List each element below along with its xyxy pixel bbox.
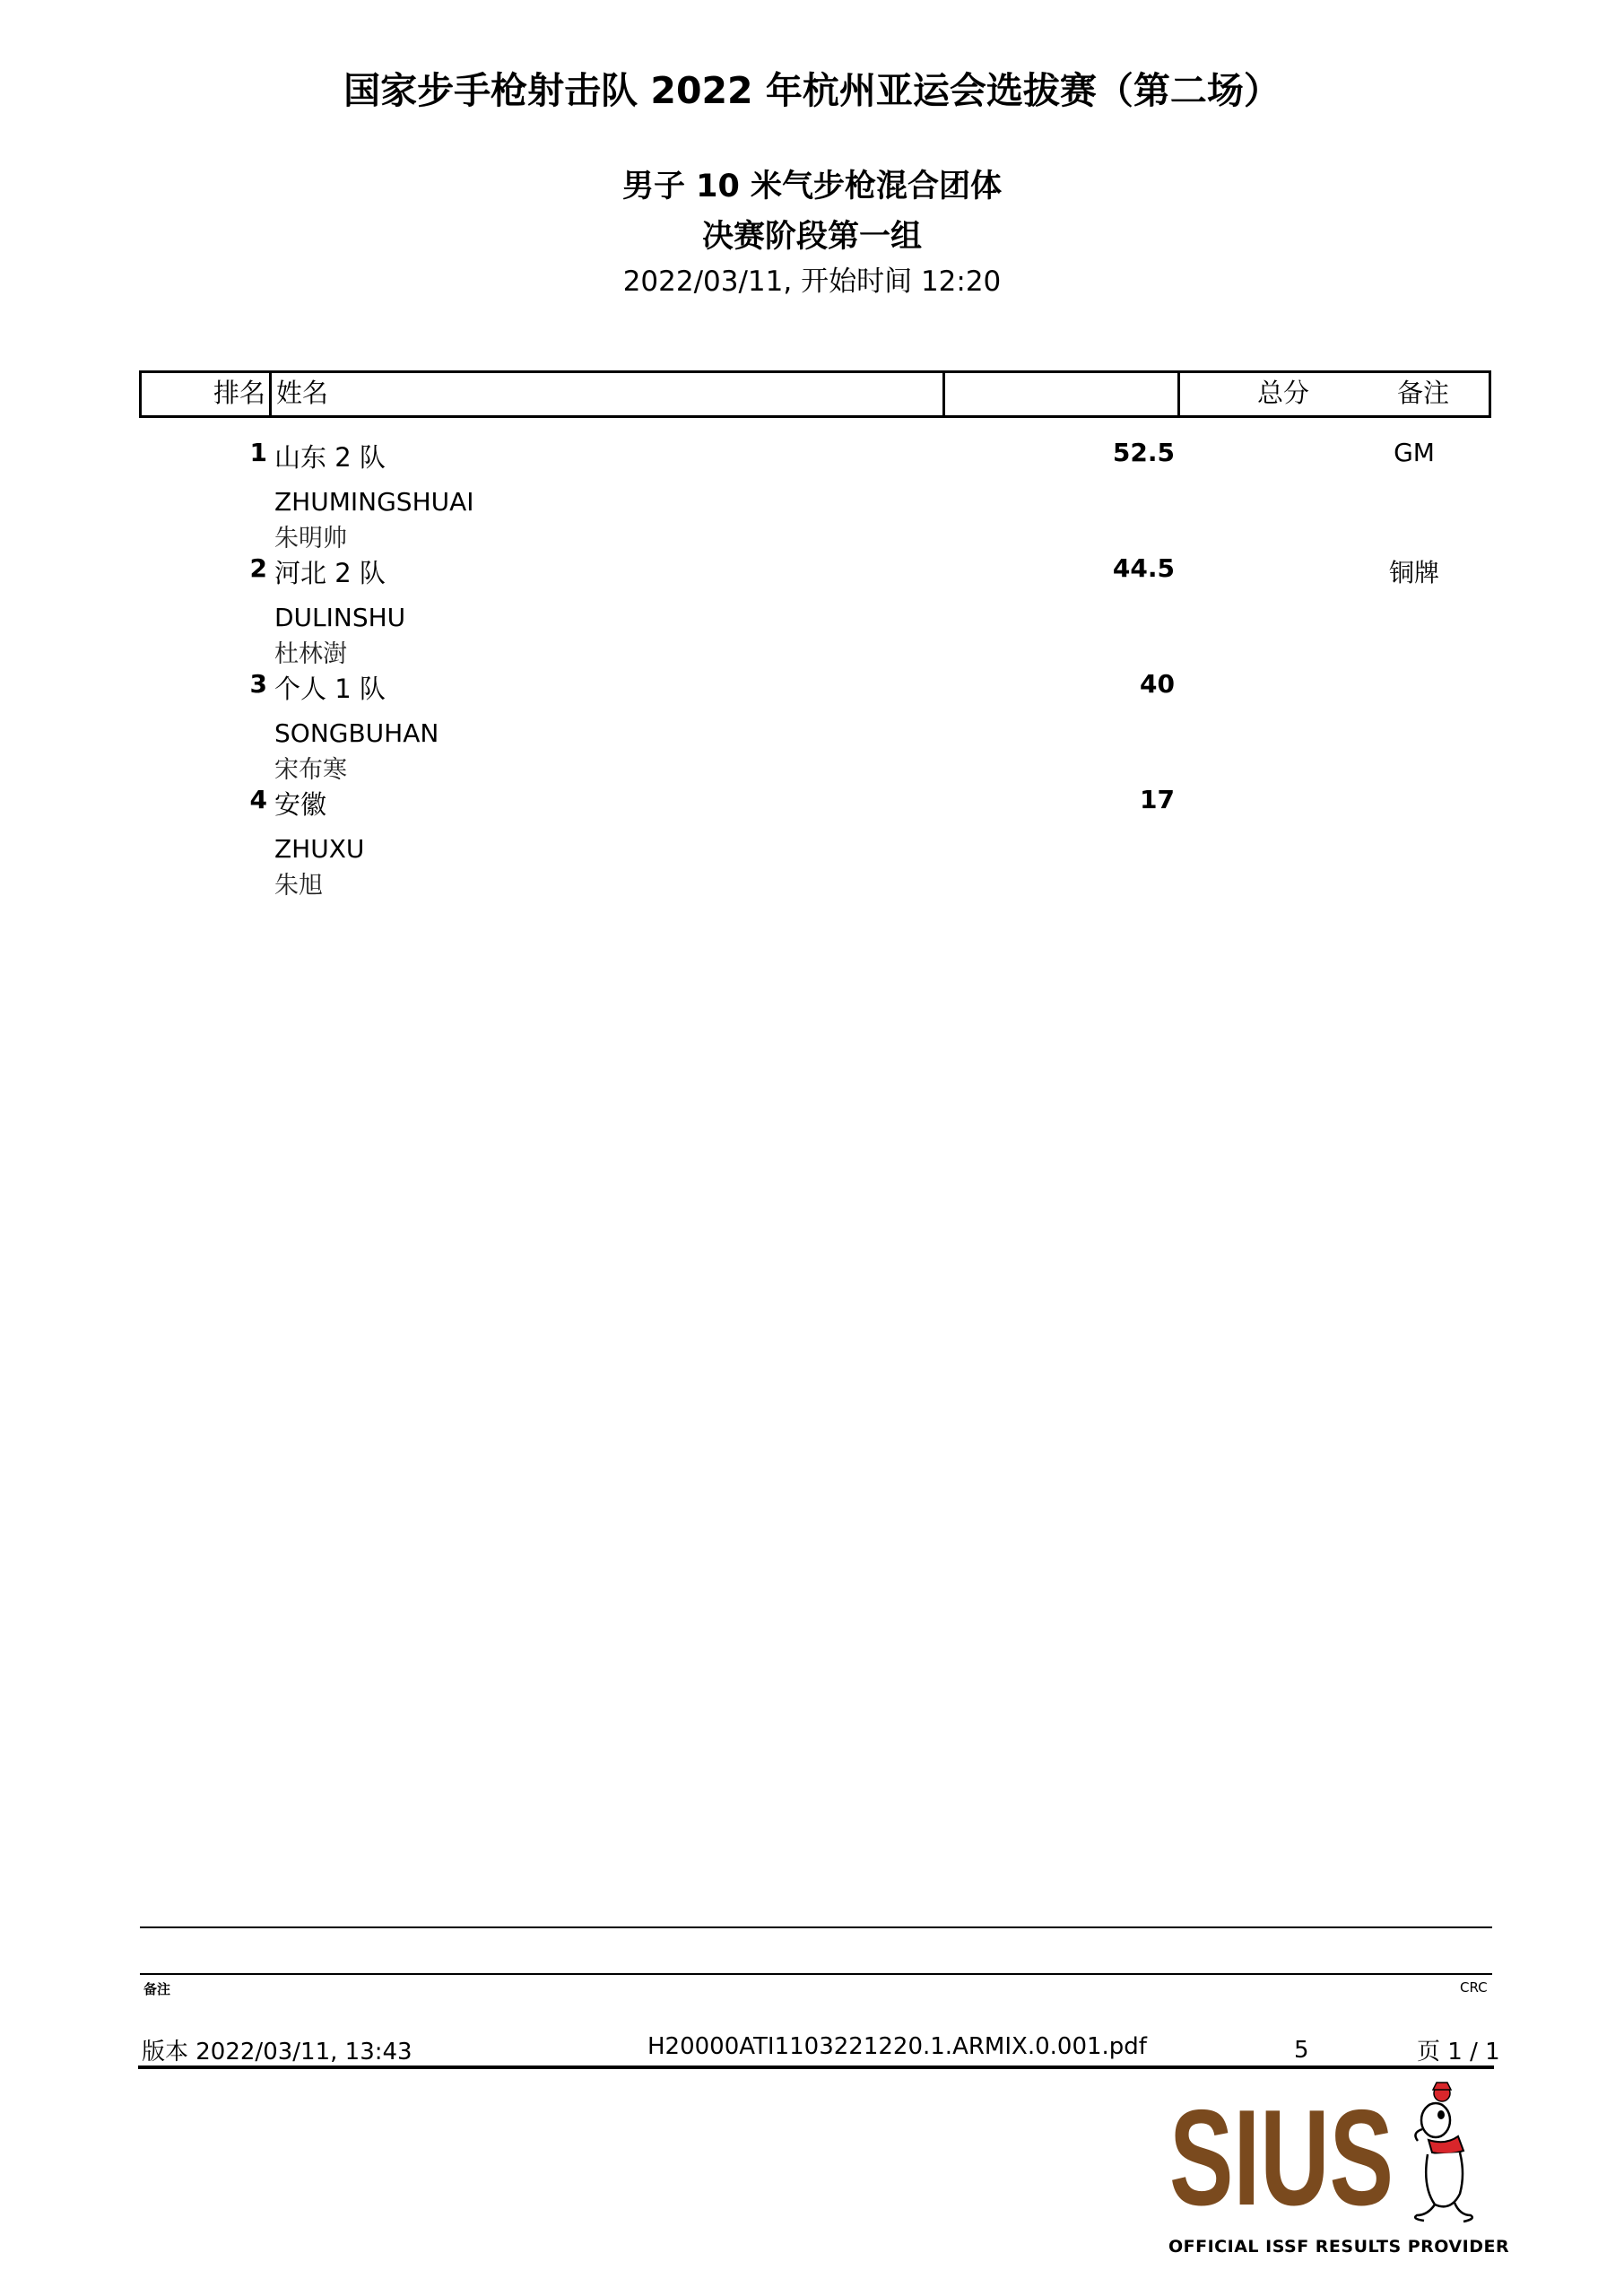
team-name: 山东 2 队 — [274, 442, 386, 473]
results-table-header — [139, 370, 1491, 418]
total-score: 40 — [1140, 669, 1175, 699]
rank-cell: 4 — [249, 785, 267, 814]
sius-logo — [1166, 2081, 1498, 2233]
header-name: 姓名 — [276, 378, 329, 408]
remark-cell: GM — [1394, 438, 1435, 467]
header-divider — [942, 373, 945, 415]
header-remark: 备注 — [1396, 378, 1449, 408]
file-name: H20000ATI1103221220.1.ARMIX.0.001.pdf — [647, 2033, 1147, 2060]
page-code: 5 — [1294, 2037, 1309, 2064]
total-score: 52.5 — [1112, 438, 1175, 467]
rank-cell: 1 — [249, 438, 267, 467]
stage-name: 决赛阶段第一组 — [701, 219, 922, 255]
notes-label: 备注 — [143, 1981, 171, 1997]
header-total: 总分 — [1256, 378, 1309, 408]
athlete-pinyin: DULINSHU — [274, 603, 406, 632]
header-divider — [269, 373, 272, 415]
rank-cell: 2 — [249, 553, 267, 583]
event-datetime: 2022/03/11, 开始时间 12:20 — [622, 265, 1002, 298]
page-number: 页 1 / 1 — [1417, 2039, 1500, 2066]
version-info: 版本 2022/03/11, 13:43 — [142, 2039, 413, 2066]
remark-cell: 铜牌 — [1388, 558, 1439, 587]
team-name: 河北 2 队 — [274, 558, 386, 588]
team-name: 安徽 — [274, 789, 327, 820]
header-rank: 排名 — [213, 378, 265, 408]
total-score: 44.5 — [1112, 553, 1175, 583]
athlete-pinyin: ZHUMINGSHUAI — [274, 487, 474, 517]
event-name: 男子 10 米气步枪混合团体 — [621, 169, 1003, 204]
athlete-chinese-name: 宋布寒 — [274, 756, 347, 784]
rank-cell: 3 — [249, 669, 267, 699]
sius-wordmark: SIUS — [1169, 2082, 1394, 2233]
document-title: 国家步手枪射击队 2022 年杭州亚运会选拔赛（第二场） — [343, 69, 1281, 112]
crc-label: CRC — [1460, 1979, 1488, 1996]
footer-divider — [140, 1973, 1492, 1975]
footer-divider — [140, 1926, 1492, 1928]
header-divider — [1177, 373, 1180, 415]
athlete-pinyin: ZHUXU — [274, 834, 365, 864]
footer-rule — [138, 2066, 1494, 2069]
team-name: 个人 1 队 — [274, 674, 386, 704]
athlete-chinese-name: 朱明帅 — [274, 525, 347, 552]
athlete-chinese-name: 杜林澍 — [274, 640, 347, 668]
sius-logo-graphic — [1166, 2081, 1498, 2233]
total-score: 17 — [1140, 785, 1175, 814]
athlete-pinyin: SONGBUHAN — [274, 718, 439, 748]
mascot-icon — [1415, 2083, 1472, 2222]
provider-tagline: OFFICIAL ISSF RESULTS PROVIDER — [1168, 2237, 1510, 2257]
athlete-chinese-name: 朱旭 — [274, 872, 323, 900]
